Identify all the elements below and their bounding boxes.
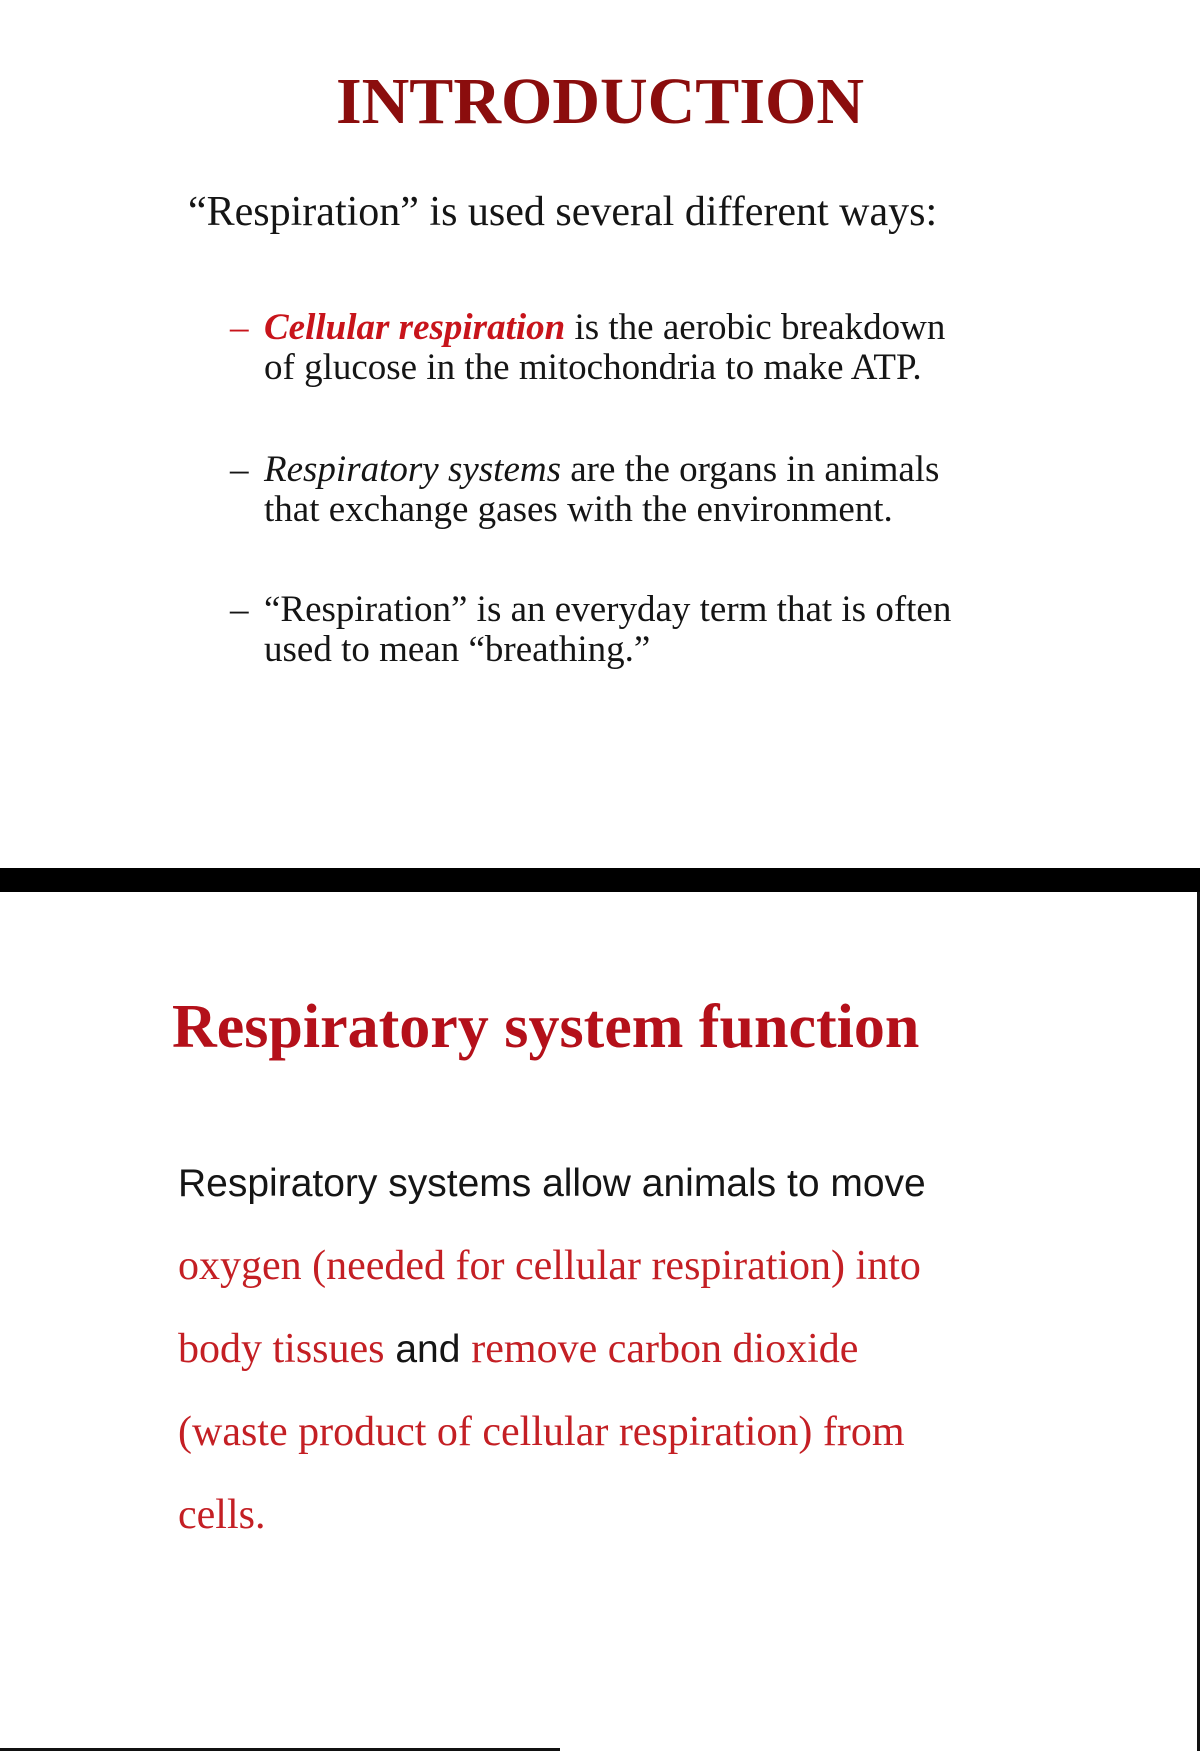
bullet-text: used to mean “breathing.” bbox=[264, 629, 651, 670]
slide-divider bbox=[0, 868, 1200, 892]
bullet-text: are the organs in animals bbox=[561, 449, 940, 490]
slide-respiratory-function bbox=[0, 892, 1200, 1751]
lead-sentence: “Respiration” is used several different ways: bbox=[188, 189, 938, 235]
bullet-item bbox=[232, 308, 1032, 388]
bullet-dash: – bbox=[230, 589, 249, 630]
bullet-text: of glucose in the mitochondria to make ATP. bbox=[264, 347, 922, 388]
term-cellular-respiration: Cellular respiration bbox=[264, 307, 566, 348]
paragraph-line: oxygen (needed for cellular respiration) into bbox=[178, 1243, 921, 1289]
term-respiratory-systems: Respiratory systems bbox=[264, 449, 561, 490]
bullet-text: “Respiration” is an everyday term that is often bbox=[264, 589, 952, 630]
bullet-text: is the aerobic breakdown bbox=[565, 307, 946, 348]
bullet-dash: – bbox=[230, 307, 249, 348]
body-paragraph bbox=[178, 1142, 1078, 1557]
slide-title: Respiratory system function bbox=[172, 993, 920, 1061]
bullet-text: that exchange gases with the environment. bbox=[264, 489, 893, 530]
highlight-text: body tissues bbox=[178, 1326, 385, 1372]
paragraph-line: (waste product of cellular respiration) from bbox=[178, 1409, 905, 1455]
slide-introduction bbox=[0, 0, 1200, 868]
paragraph-text: and bbox=[384, 1328, 472, 1371]
bullet-item bbox=[232, 450, 1032, 530]
bullet-item bbox=[232, 590, 1032, 670]
paragraph-line: cells. bbox=[178, 1492, 266, 1538]
paragraph-line: Respiratory systems allow animals to move bbox=[178, 1162, 926, 1205]
slide-title: INTRODUCTION bbox=[335, 65, 865, 138]
highlight-text: remove carbon dioxide bbox=[471, 1326, 859, 1372]
bullet-dash: – bbox=[230, 449, 249, 490]
